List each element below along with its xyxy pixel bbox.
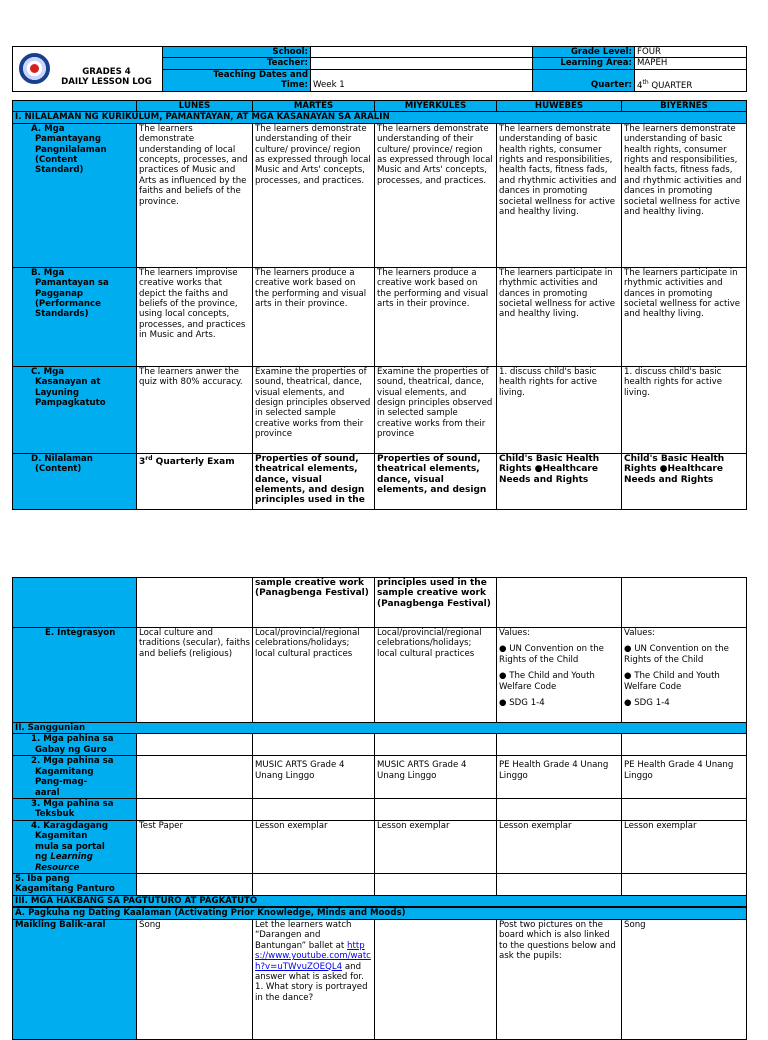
- learning-competencies-miyerkules: Examine the properties of sound, theatrical, dance, visual elements, and design principles observed in selected sample creative works from their province: [375, 366, 497, 453]
- additional-materials-label: [13, 821, 137, 874]
- am-miyerkules: Lesson exemplar: [375, 821, 497, 874]
- tb-biyernes: [622, 799, 747, 821]
- header-table: [12, 46, 747, 92]
- label-line: 3. Mga pahina sa: [31, 799, 114, 810]
- content-standard-label: [13, 123, 137, 267]
- label-line: Pamantayang: [35, 134, 102, 145]
- label-line: Pampagkatuto: [35, 398, 106, 409]
- content-standard-huwebes: The learners demonstrate understanding of basic health rights, consumer rights and responsibilities, health facts, fitness fads, and rhythmic activities and dances in promoting societal wellness for active and healthy living.: [497, 123, 622, 267]
- lm-martes: MUSIC ARTS Grade 4 Unang Linggo: [253, 756, 375, 799]
- label-line: Standard): [35, 165, 84, 176]
- deped-seal-icon: [19, 53, 50, 84]
- label-line: (Performance: [35, 299, 101, 310]
- row-teacher-guide-pages: [13, 734, 747, 756]
- review-martes-text: Let the learners watch “Darangen and Bantungan” ballet at: [255, 919, 352, 951]
- values-item: ● The Child and Youth Welfare Code: [624, 671, 720, 692]
- label-line: Teksbuk: [35, 809, 75, 820]
- tg-huwebes: [497, 734, 622, 756]
- am-huwebes: Lesson exemplar: [497, 821, 622, 874]
- school-value: [311, 47, 533, 58]
- performance-standard-huwebes: The learners participate in rhythmic activities and dances in promoting societal wellness for active and healthy living.: [497, 267, 622, 366]
- day-martes: MARTES: [253, 101, 375, 112]
- daily-lesson-log-title: DAILY LESSON LOG: [61, 77, 152, 87]
- tb-huwebes: [497, 799, 622, 821]
- label-line: mula sa portal: [35, 841, 105, 852]
- continued-martes: sample creative work (Panagbenga Festival): [253, 578, 375, 628]
- teaching-dates-line1: Teaching Dates and: [213, 69, 308, 80]
- learning-competencies-lunes: The learners anwer the quiz with 80% accuracy.: [137, 366, 253, 453]
- am-lunes: Test Paper: [137, 821, 253, 874]
- label-line: ng: [35, 852, 51, 863]
- lm-miyerkules: MUSIC ARTS Grade 4 Unang Linggo: [375, 756, 497, 799]
- label-line: (Content: [35, 155, 78, 166]
- label-line: Pagganap: [35, 288, 84, 299]
- lesson-table-part1: [12, 100, 746, 510]
- label-line: Pamantayan sa: [35, 278, 109, 289]
- label-line: C. Mga: [31, 366, 65, 377]
- content-martes: Properties of sound, theatrical elements, dance, visual elements, and design principles used in the: [253, 453, 375, 509]
- corner-cell: [13, 101, 137, 112]
- tg-martes: [253, 734, 375, 756]
- section-1-heading: I. NILALAMAN NG KURIKULUM, PAMANTAYAN, AT MGA KASANAYAN SA ARALIN: [13, 112, 747, 123]
- values-item: ● The Child and Youth Welfare Code: [499, 671, 595, 692]
- performance-standard-martes: The learners produce a creative work based on the performing and visual arts in their province.: [253, 267, 375, 366]
- integration-biyernes: [622, 628, 747, 723]
- label-line: aaral: [35, 787, 60, 798]
- continued-lunes: [137, 578, 253, 628]
- label-line: Kasanayan at: [35, 377, 101, 388]
- review-martes-text: and answer what is asked for.: [255, 961, 364, 982]
- review-biyernes: Song: [622, 919, 747, 1039]
- learning-competencies-huwebes: 1. discuss child's basic health rights for active living.: [497, 366, 622, 453]
- label-line: A. Mga: [31, 123, 65, 134]
- integration-miyerkules: Local/provincial/regional celebrations/holidays; local cultural practices: [375, 628, 497, 723]
- om-huwebes: [497, 874, 622, 896]
- quarter-text: QUARTER: [648, 80, 693, 91]
- section-2-row: [13, 723, 747, 734]
- om-miyerkules: [375, 874, 497, 896]
- integration-label: [13, 628, 137, 723]
- content-standard-biyernes: The learners demonstrate understanding of basic health rights, consumer rights and responsibilities, health facts, fitness fads, and rhythmic activities and dances in promoting societal wellness for active and healthy living.: [622, 123, 747, 267]
- label-line: 5. Iba pang: [15, 874, 70, 885]
- section-3-heading: III. MGA HAKBANG SA PAGTUTURO AT PAGKATUTO: [13, 896, 747, 908]
- om-biyernes: [622, 874, 747, 896]
- label-line: 4. Karagdagang: [31, 821, 109, 832]
- learning-area-label: Learning Area:: [533, 58, 635, 69]
- label-line: Layuning: [35, 387, 80, 398]
- row-additional-materials: [13, 821, 747, 874]
- section-a-row: [13, 907, 747, 919]
- day-lunes: LUNES: [137, 101, 253, 112]
- row-learning-competencies: [13, 366, 747, 453]
- label-line: B. Mga: [31, 267, 65, 278]
- lm-lunes: [137, 756, 253, 799]
- label-line: E. Integrasyon: [45, 628, 116, 638]
- learning-area-value: MAPEH: [635, 58, 747, 69]
- learning-competencies-label: [13, 366, 137, 453]
- row-content-continued: [13, 578, 747, 628]
- content-huwebes: Child's Basic Health Rights ●Healthcare Needs and Rights: [497, 453, 622, 509]
- header-block: [12, 46, 746, 92]
- row-integration: [13, 628, 747, 723]
- quarter-label: Quarter:: [533, 69, 635, 91]
- other-materials-label: [13, 874, 137, 896]
- label-line: Kagamitan: [35, 831, 88, 842]
- short-review-label: Maikling Balik-aral: [13, 919, 137, 1039]
- lm-biyernes: PE Health Grade 4 Unang Linggo: [622, 756, 747, 799]
- row-content: [13, 453, 747, 509]
- day-biyernes: BIYERNES: [622, 101, 747, 112]
- exam-number: 3: [139, 456, 146, 467]
- continued-label: [13, 578, 137, 628]
- content-standard-martes: The learners demonstrate understanding of their culture/ province/ region as expressed through local Music and Arts' concepts, processes, and practices.: [253, 123, 375, 267]
- teacher-value: [311, 58, 533, 69]
- label-line: Kagamitang Panturo: [15, 884, 115, 895]
- performance-standard-lunes: The learners improvise creative works that depict the faiths and beliefs of the province, using local concepts, processes, and practices in Music and Arts.: [137, 267, 253, 366]
- section-2-heading: II. Sanggunian: [13, 723, 747, 734]
- day-miyerkules: MIYERKULES: [375, 101, 497, 112]
- values-label: Values:: [499, 628, 530, 638]
- label-italic: Learning: [50, 852, 93, 863]
- day-header-row: [13, 101, 747, 112]
- review-huwebes: Post two pictures on the board which is also linked to the questions below and ask the pupils:: [497, 919, 622, 1039]
- label-line: Kagamitang: [35, 766, 94, 777]
- youtube-link[interactable]: https://www.youtube.com/watch?v=uTWvuZOEQL4: [255, 940, 371, 972]
- lesson-table-part2: [12, 577, 746, 1040]
- values-item: ● SDG 1-4: [499, 698, 545, 709]
- label-line: D. Nilalaman: [31, 453, 93, 464]
- row-textbook-pages: [13, 799, 747, 821]
- lesson-table-1: [12, 100, 747, 510]
- content-standard-miyerkules: The learners demonstrate understanding of their culture/ province/ region as expressed through local Music and Arts' concepts, processes, and practices.: [375, 123, 497, 267]
- school-label: School:: [163, 47, 311, 58]
- teaching-dates-value: Week 1: [311, 69, 533, 91]
- content-standard-lunes: The learners demonstrate understanding of local concepts, processes, and practices of Music and Arts as influenced by the faiths and beliefs of the province.: [137, 123, 253, 267]
- content-label: [13, 453, 137, 509]
- quarter-value: [635, 69, 747, 91]
- tg-miyerkules: [375, 734, 497, 756]
- teacher-label: Teacher:: [163, 58, 311, 69]
- row-learner-material-pages: [13, 756, 747, 799]
- row-short-review: [13, 919, 747, 1039]
- continued-huwebes: [497, 578, 622, 628]
- quarter-suffix: th: [642, 78, 649, 86]
- label-line: Pang-mag-: [35, 777, 88, 788]
- continued-biyernes: [622, 578, 747, 628]
- row-other-materials: [13, 874, 747, 896]
- teaching-dates-label: [163, 69, 311, 91]
- am-biyernes: Lesson exemplar: [622, 821, 747, 874]
- section-3-row: [13, 896, 747, 908]
- textbook-label: [13, 799, 137, 821]
- label-line: 1. Mga pahina sa: [31, 734, 114, 745]
- exam-suffix: rd: [145, 454, 153, 462]
- performance-standard-biyernes: The learners participate in rhythmic activities and dances in promoting societal wellness for active and healthy living.: [622, 267, 747, 366]
- review-martes: [253, 919, 375, 1039]
- review-miyerkules: [375, 919, 497, 1039]
- integration-huwebes: [497, 628, 622, 723]
- values-item: ● UN Convention on the Rights of the Child: [499, 644, 604, 665]
- quarter-number: 4: [637, 80, 643, 91]
- om-lunes: [137, 874, 253, 896]
- label-line: Gabay ng Guro: [35, 744, 107, 755]
- tb-martes: [253, 799, 375, 821]
- integration-lunes: Local culture and traditions (secular), faiths and beliefs (religious): [137, 628, 253, 723]
- performance-standard-label: [13, 267, 137, 366]
- exam-text: Quarterly Exam: [152, 456, 235, 467]
- content-lunes: [137, 453, 253, 509]
- label-line: 2. Mga pahina sa: [31, 756, 114, 767]
- teacher-guide-label: [13, 734, 137, 756]
- label-line: Pangnilalaman: [35, 144, 107, 155]
- review-martes-question: 1. What story is portrayed in the dance?: [255, 982, 368, 1003]
- grade-level-label: Grade Level:: [533, 47, 635, 58]
- values-item: ● UN Convention on the Rights of the Child: [624, 644, 729, 665]
- performance-standard-miyerkules: The learners produce a creative work based on the performing and visual arts in their province.: [375, 267, 497, 366]
- lesson-table-2: [12, 577, 747, 1040]
- tb-lunes: [137, 799, 253, 821]
- content-miyerkules: Properties of sound, theatrical elements, dance, visual elements, and design: [375, 453, 497, 509]
- learner-material-label: [13, 756, 137, 799]
- tg-lunes: [137, 734, 253, 756]
- lm-huwebes: PE Health Grade 4 Unang Linggo: [497, 756, 622, 799]
- values-label: Values:: [624, 628, 655, 638]
- row-performance-standard: [13, 267, 747, 366]
- am-martes: Lesson exemplar: [253, 821, 375, 874]
- learning-competencies-biyernes: 1. discuss child's basic health rights for active living.: [622, 366, 747, 453]
- tg-biyernes: [622, 734, 747, 756]
- om-martes: [253, 874, 375, 896]
- label-line: (Content): [35, 464, 82, 475]
- teaching-dates-line2: Time:: [280, 80, 308, 91]
- grade-level-value: FOUR: [635, 47, 747, 58]
- label-line: Standards): [35, 309, 89, 320]
- section-a-heading: A. Pagkuha ng Dating Kaalaman (Activating Prior Knowledge, Minds and Moods): [13, 907, 747, 919]
- integration-martes: Local/provincial/regional celebrations/holidays; local cultural practices: [253, 628, 375, 723]
- tb-miyerkules: [375, 799, 497, 821]
- label-italic: Resource: [35, 862, 80, 873]
- day-huwebes: HUWEBES: [497, 101, 622, 112]
- content-biyernes: Child's Basic Health Rights ●Healthcare Needs and Rights: [622, 453, 747, 509]
- continued-miyerkules: principles used in the sample creative work (Panagbenga Festival): [375, 578, 497, 628]
- row-content-standard: [13, 123, 747, 267]
- grades-title: GRADES 4: [82, 67, 131, 77]
- header-title-cell: [13, 47, 163, 92]
- values-item: ● SDG 1-4: [624, 698, 670, 709]
- learning-competencies-martes: Examine the properties of sound, theatrical, dance, visual elements, and design principles observed in selected sample creative works from their province: [253, 366, 375, 453]
- review-lunes: Song: [137, 919, 253, 1039]
